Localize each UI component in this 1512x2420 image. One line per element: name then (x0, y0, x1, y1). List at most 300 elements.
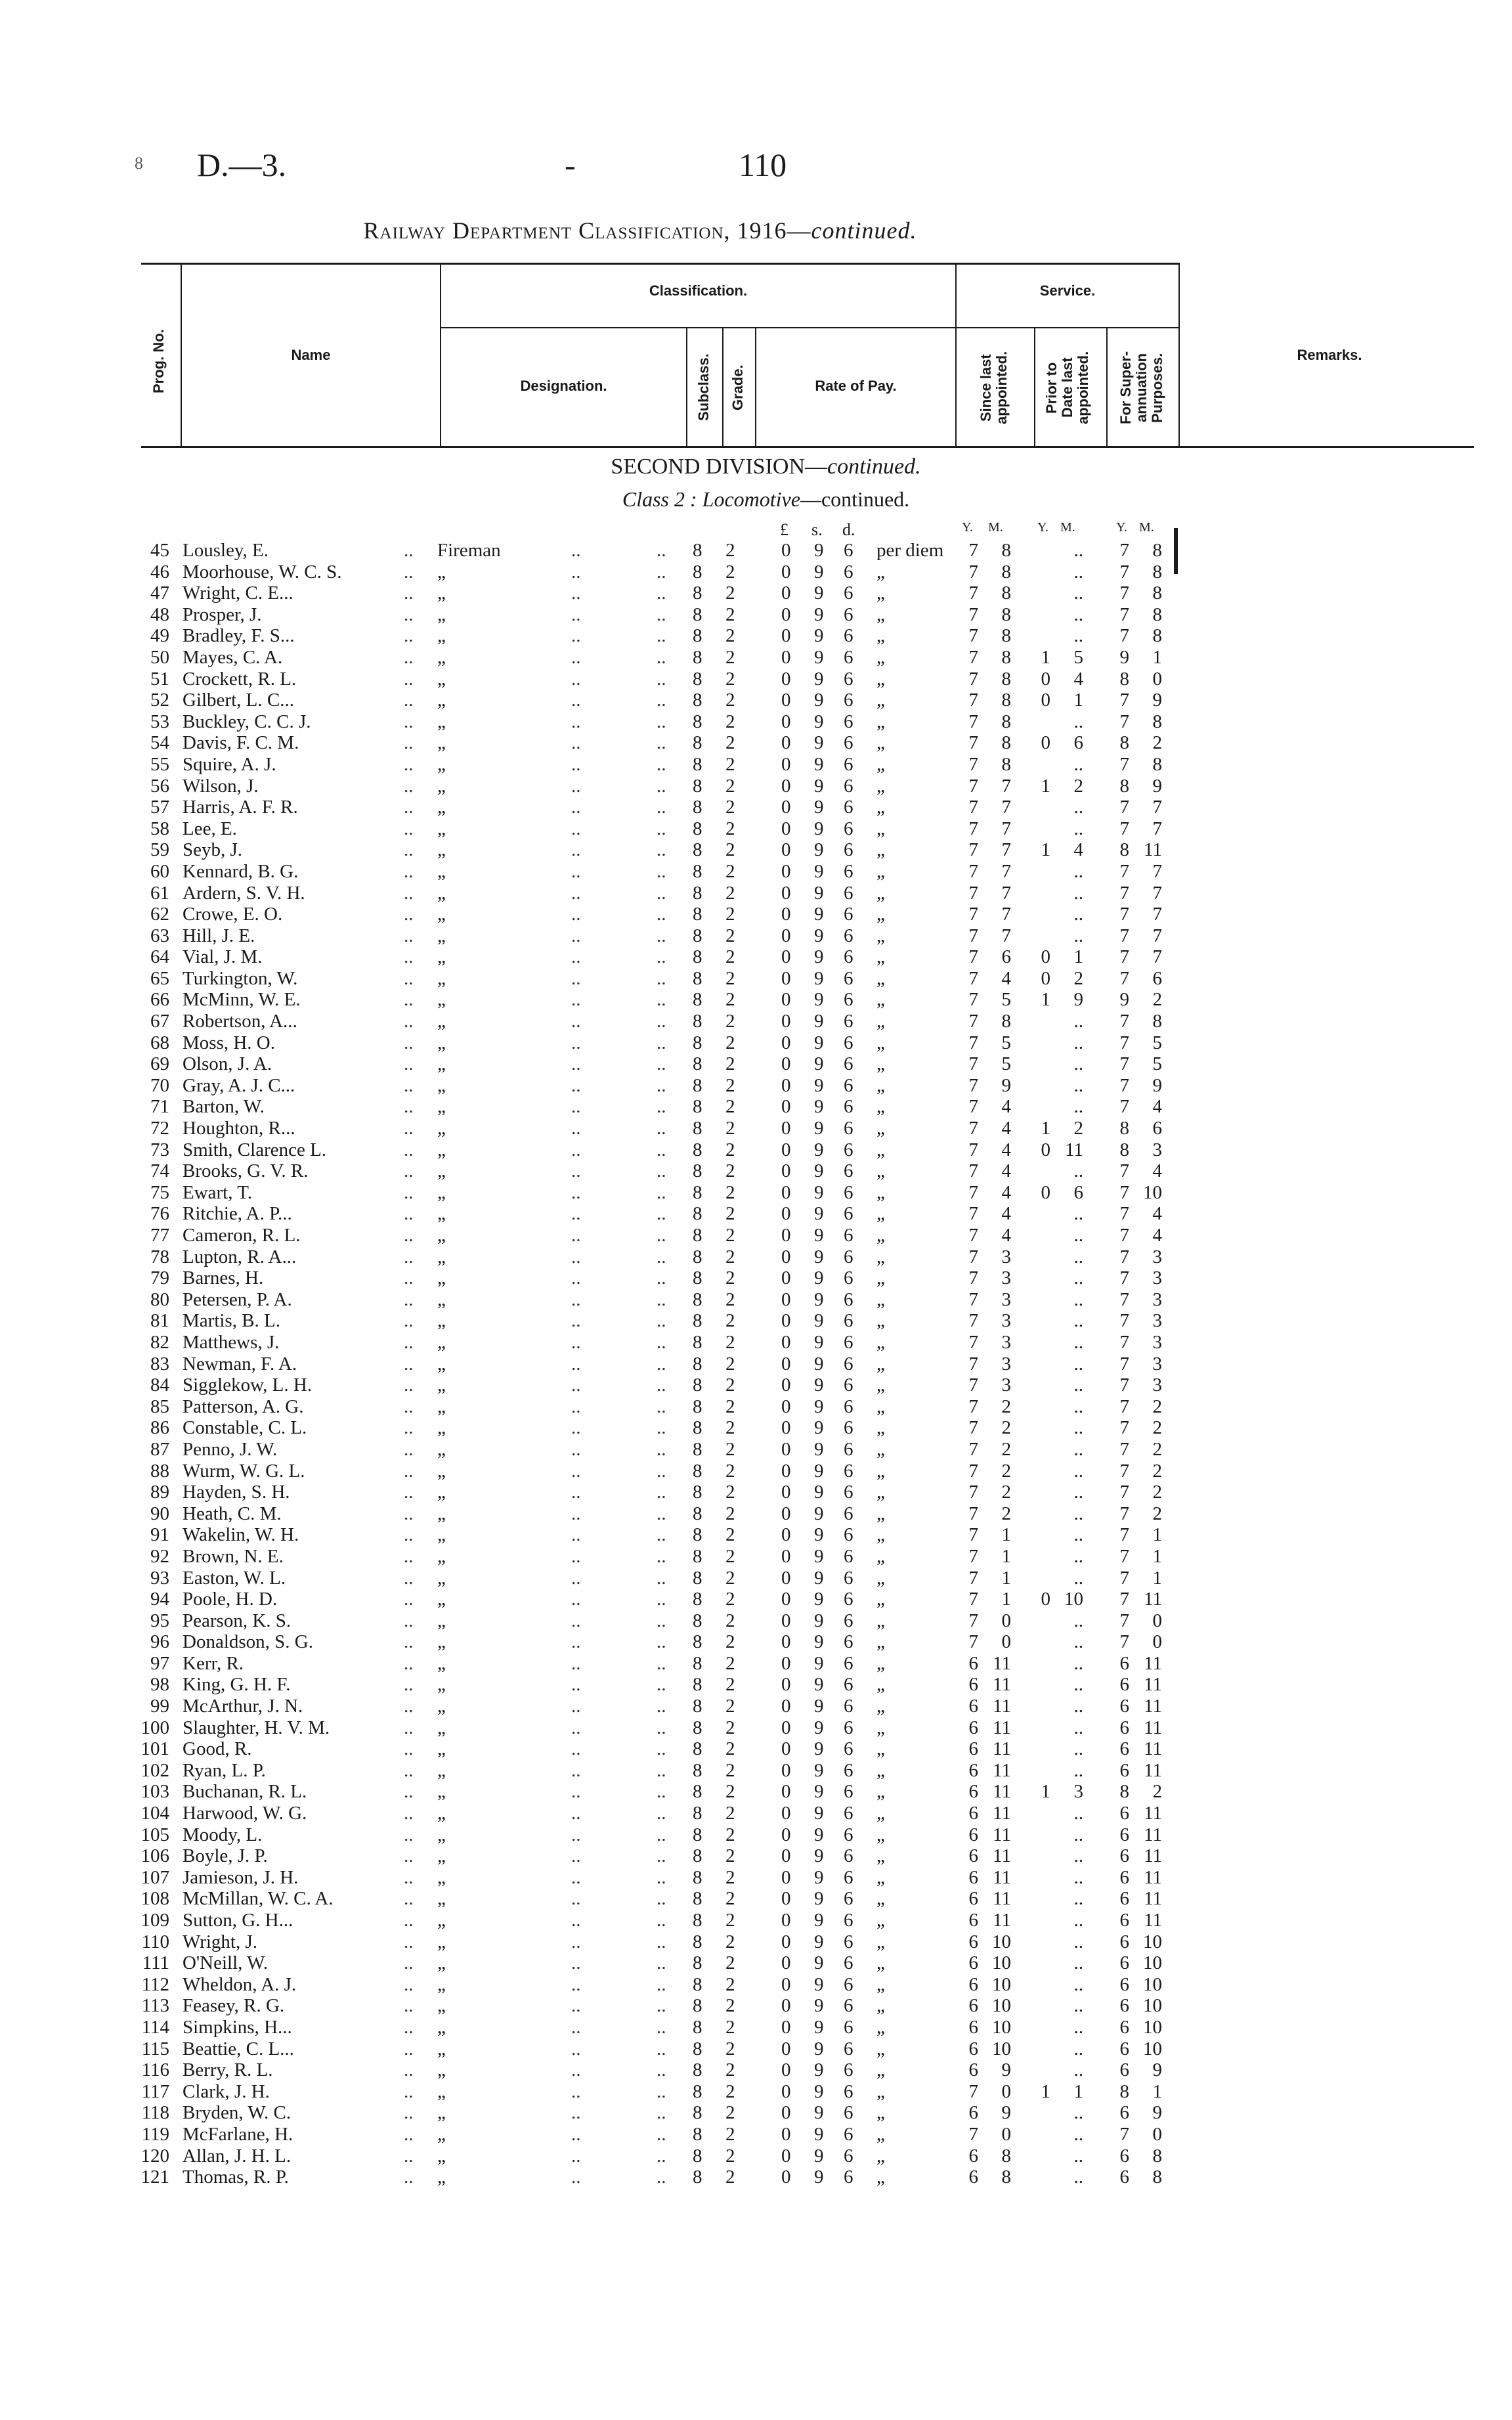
leader-dots: .. (404, 1738, 414, 1760)
leader-dots: .. (571, 2102, 581, 2124)
super-months-cell: 11 (1144, 839, 1162, 861)
prior-months-cell: .. (1073, 1417, 1083, 1439)
table-row (0, 1610, 1512, 1632)
prior-months-cell: .. (1073, 1331, 1083, 1353)
prog-no-cell: 56 (150, 775, 169, 797)
pay-shillings-cell: 9 (814, 1096, 824, 1118)
pay-period-cell: „ (876, 1096, 885, 1118)
pay-pence-cell: 6 (844, 1589, 853, 1610)
super-months-cell: 2 (1152, 989, 1162, 1011)
prior-months-cell: .. (1073, 1096, 1083, 1118)
super-years-cell: 6 (1119, 1931, 1129, 1952)
prior-months-cell: 4 (1073, 839, 1083, 861)
header-prog-no: Prog. No. (150, 329, 167, 393)
pay-pence-cell: 6 (844, 946, 853, 968)
pay-period-cell: „ (876, 1652, 885, 1674)
designation-cell: „ (437, 1288, 446, 1310)
grade-cell: 2 (725, 1717, 735, 1738)
prior-months-cell: .. (1073, 1803, 1083, 1824)
subclass-cell: 8 (693, 925, 702, 946)
subclass-cell: 8 (693, 1011, 702, 1032)
prior-months-cell: .. (1073, 540, 1083, 561)
pay-pounds-cell: 0 (781, 2016, 791, 2038)
prior-months-cell: .. (1073, 625, 1083, 647)
super-years-cell: 7 (1119, 1545, 1129, 1567)
prog-no-cell: 68 (150, 1032, 169, 1053)
table-row (0, 1332, 1512, 1353)
pay-pence-cell: 6 (844, 2145, 853, 2167)
super-years-cell: 7 (1119, 711, 1129, 732)
prog-no-cell: 82 (150, 1331, 169, 1353)
super-years-cell: 7 (1119, 1375, 1129, 1396)
subclass-cell: 8 (693, 1139, 702, 1160)
subclass-cell: 8 (693, 1845, 702, 1867)
name-cell: Smith, Clarence L. (183, 1139, 327, 1160)
header-grade: Grade. (729, 364, 746, 410)
prog-no-cell: 114 (141, 2016, 169, 2038)
table-row (0, 1139, 1512, 1161)
leader-dots: .. (404, 2145, 414, 2167)
leader-dots: .. (657, 1631, 666, 1653)
leader-dots: .. (571, 1738, 581, 1760)
leader-dots: .. (404, 839, 414, 861)
grade-cell: 2 (725, 1759, 735, 1781)
pay-pence-cell: 6 (844, 860, 853, 882)
leader-dots: .. (657, 1032, 666, 1053)
pay-pence-cell: 6 (844, 1674, 853, 1696)
table-row (0, 2059, 1512, 2081)
leader-dots: .. (657, 1717, 666, 1738)
leader-dots: .. (404, 1246, 414, 1267)
pay-pence-cell: 6 (844, 1438, 853, 1460)
name-cell: Lee, E. (183, 818, 237, 839)
pay-shillings-cell: 9 (814, 860, 824, 882)
subclass-cell: 8 (693, 2059, 702, 2081)
super-months-cell: 10 (1143, 2038, 1162, 2059)
subclass-cell: 8 (693, 1803, 702, 1824)
leader-dots: .. (571, 839, 581, 861)
leader-dots: .. (571, 1631, 581, 1653)
pay-shillings-cell: 9 (814, 989, 824, 1011)
super-months-cell: 0 (1152, 2123, 1162, 2145)
unit-super-months: M. (1139, 520, 1154, 535)
leader-dots: .. (404, 1910, 414, 1931)
pay-pence-cell: 6 (844, 1759, 853, 1781)
name-cell: Wright, C. E... (183, 583, 293, 604)
name-cell: Prosper, J. (183, 604, 262, 625)
designation-cell: „ (437, 839, 446, 861)
subclass-cell: 8 (693, 1738, 702, 1760)
subclass-cell: 8 (693, 625, 702, 647)
leader-dots: .. (404, 753, 414, 775)
prog-no-cell: 71 (150, 1096, 169, 1118)
leader-dots: .. (404, 860, 414, 882)
designation-cell: „ (437, 2102, 446, 2124)
prog-no-cell: 76 (150, 1203, 169, 1225)
leader-dots: .. (571, 967, 581, 989)
leader-dots: .. (404, 1652, 414, 1674)
prior-months-cell: 1 (1073, 946, 1083, 968)
table-row (0, 2167, 1512, 2188)
prog-no-cell: 95 (150, 1610, 169, 1631)
unit-pounds: £ (780, 520, 788, 539)
grade-cell: 2 (725, 1995, 735, 2017)
pay-pence-cell: 6 (844, 646, 853, 668)
designation-cell: „ (437, 668, 446, 690)
grade-cell: 2 (725, 732, 735, 754)
leader-dots: .. (657, 1674, 666, 1696)
designation-cell: „ (437, 860, 446, 882)
subclass-cell: 8 (693, 690, 702, 711)
pay-pence-cell: 6 (844, 1267, 853, 1289)
pay-shillings-cell: 9 (814, 1717, 824, 1738)
subclass-cell: 8 (693, 1353, 702, 1375)
header-remarks: Remarks. (1297, 347, 1362, 363)
grade-cell: 2 (725, 925, 735, 946)
unit-shillings: s. (811, 520, 823, 539)
super-months-cell: 9 (1152, 690, 1162, 711)
pay-period-cell: „ (876, 1824, 885, 1845)
pay-pounds-cell: 0 (781, 1353, 791, 1375)
subclass-cell: 8 (693, 1781, 702, 1803)
pay-pounds-cell: 0 (781, 1074, 791, 1096)
since-months-cell: 11 (993, 1759, 1011, 1781)
pay-pounds-cell: 0 (781, 1438, 791, 1460)
leader-dots: .. (404, 2059, 414, 2081)
table-row (0, 1888, 1512, 1910)
leader-dots: .. (571, 1375, 581, 1396)
prog-no-cell: 48 (150, 604, 169, 625)
leader-dots: .. (657, 904, 666, 925)
pay-pounds-cell: 0 (781, 1181, 791, 1203)
prior-months-cell: .. (1073, 1866, 1083, 1888)
prior-months-cell: .. (1073, 1973, 1083, 1995)
pay-shillings-cell: 9 (814, 2145, 824, 2167)
prog-no-cell: 84 (150, 1375, 169, 1396)
since-years-cell: 7 (968, 860, 978, 882)
pay-period-cell: „ (876, 860, 885, 882)
leader-dots: .. (404, 1096, 414, 1118)
pay-pence-cell: 6 (844, 1995, 853, 2017)
prog-no-cell: 86 (150, 1417, 169, 1439)
prog-no-cell: 45 (150, 540, 169, 561)
pay-pence-cell: 6 (844, 1396, 853, 1417)
leader-dots: .. (571, 925, 581, 946)
super-months-cell: 7 (1152, 882, 1162, 904)
prog-no-cell: 109 (140, 1910, 169, 1931)
grade-cell: 2 (725, 2102, 735, 2124)
leader-dots: .. (404, 2080, 414, 2102)
since-years-cell: 6 (968, 1866, 978, 1888)
pay-period-cell: „ (876, 1931, 885, 1952)
since-months-cell: 11 (993, 1910, 1011, 1931)
pay-pounds-cell: 0 (781, 839, 791, 861)
prior-months-cell: .. (1073, 1674, 1083, 1696)
since-years-cell: 7 (968, 1396, 978, 1417)
since-months-cell: 10 (992, 2038, 1011, 2059)
pay-pence-cell: 6 (844, 1952, 853, 1974)
division-continued: continued. (827, 454, 921, 479)
table-row (0, 1118, 1512, 1139)
since-years-cell: 6 (968, 2016, 978, 2038)
prior-months-cell: .. (1073, 2123, 1083, 2145)
subclass-cell: 8 (693, 775, 702, 797)
grade-cell: 2 (725, 1246, 735, 1267)
super-years-cell: 7 (1119, 561, 1129, 583)
prog-no-cell: 62 (150, 904, 169, 925)
grade-cell: 2 (725, 1781, 735, 1803)
leader-dots: .. (404, 1674, 414, 1696)
pay-pounds-cell: 0 (781, 797, 791, 818)
designation-cell: „ (437, 604, 446, 625)
leader-dots: .. (404, 967, 414, 989)
designation-cell: „ (437, 2167, 446, 2188)
leader-dots: .. (404, 2016, 414, 2038)
subclass-cell: 8 (693, 1203, 702, 1225)
pay-pounds-cell: 0 (781, 1759, 791, 1781)
subclass-cell: 8 (693, 797, 702, 818)
designation-cell: „ (437, 1696, 446, 1717)
leader-dots: .. (657, 732, 666, 754)
prior-months-cell: 3 (1073, 1781, 1083, 1803)
table-row (0, 1631, 1512, 1653)
title-main: Railway Department Classification (363, 217, 724, 244)
pay-period-cell: „ (876, 625, 885, 647)
super-months-cell: 11 (1144, 1674, 1162, 1696)
prior-months-cell: .. (1073, 1995, 1083, 2017)
pay-shillings-cell: 9 (814, 1460, 824, 1482)
pay-pounds-cell: 0 (781, 1845, 791, 1867)
prog-no-cell: 75 (150, 1181, 169, 1203)
leader-dots: .. (657, 1331, 666, 1353)
since-months-cell: 11 (993, 1824, 1011, 1845)
since-months-cell: 5 (1001, 1053, 1011, 1075)
designation-cell: „ (437, 1973, 446, 1995)
leader-dots: .. (571, 1567, 581, 1589)
grade-cell: 2 (725, 1888, 735, 1910)
pay-shillings-cell: 9 (814, 1973, 824, 1995)
grade-cell: 2 (725, 1053, 735, 1075)
pay-pence-cell: 6 (844, 1011, 853, 1032)
super-months-cell: 1 (1152, 1524, 1162, 1546)
leader-dots: .. (571, 2016, 581, 2038)
leader-dots: .. (571, 1717, 581, 1738)
leader-dots: .. (657, 2080, 666, 2102)
super-years-cell: 7 (1119, 604, 1129, 625)
name-cell: Poole, H. D. (183, 1589, 278, 1610)
subclass-cell: 8 (693, 753, 702, 775)
super-years-cell: 7 (1119, 818, 1129, 839)
name-cell: Robertson, A... (183, 1011, 297, 1032)
grade-cell: 2 (725, 1375, 735, 1396)
super-years-cell: 7 (1119, 1482, 1129, 1503)
since-months-cell: 3 (1001, 1375, 1011, 1396)
super-months-cell: 1 (1152, 1567, 1162, 1589)
pay-shillings-cell: 9 (814, 1610, 824, 1631)
prior-years-cell: 1 (1041, 839, 1050, 861)
pay-pounds-cell: 0 (781, 1460, 791, 1482)
super-months-cell: 7 (1152, 925, 1162, 946)
leader-dots: .. (404, 1267, 414, 1289)
since-months-cell: 11 (993, 1866, 1011, 1888)
designation-cell: „ (437, 1032, 446, 1053)
super-years-cell: 7 (1119, 860, 1129, 882)
name-cell: Kerr, R. (183, 1652, 244, 1674)
pay-pounds-cell: 0 (781, 1396, 791, 1417)
pay-pounds-cell: 0 (781, 1674, 791, 1696)
leader-dots: .. (657, 711, 666, 732)
leader-dots: .. (657, 1995, 666, 2017)
leader-dots: .. (657, 2059, 666, 2081)
leader-dots: .. (404, 1032, 414, 1053)
pay-shillings-cell: 9 (814, 711, 824, 732)
pay-shillings-cell: 9 (814, 1331, 824, 1353)
leader-dots: .. (657, 1181, 666, 1203)
subclass-cell: 8 (693, 1952, 702, 1974)
subclass-cell: 8 (693, 1331, 702, 1353)
designation-cell: „ (437, 2145, 446, 2167)
prog-no-cell: 85 (150, 1396, 169, 1417)
leader-dots: .. (404, 1696, 414, 1717)
header-dash: - (565, 146, 576, 183)
leader-dots: .. (657, 1610, 666, 1631)
prior-years-cell: 1 (1041, 2080, 1050, 2102)
prior-months-cell: 1 (1073, 690, 1083, 711)
pay-shillings-cell: 9 (814, 1288, 824, 1310)
since-months-cell: 9 (1001, 2102, 1011, 2124)
designation-cell: „ (437, 2123, 446, 2145)
prog-no-cell: 65 (150, 967, 169, 989)
prog-no-cell: 49 (150, 625, 169, 647)
since-months-cell: 10 (992, 1973, 1011, 1995)
subclass-cell: 8 (693, 946, 702, 968)
subclass-cell: 8 (693, 1396, 702, 1417)
super-months-cell: 10 (1143, 1952, 1162, 1974)
pay-pounds-cell: 0 (781, 925, 791, 946)
pay-pounds-cell: 0 (781, 2038, 791, 2059)
pay-shillings-cell: 9 (814, 1674, 824, 1696)
since-months-cell: 8 (1001, 1011, 1011, 1032)
leader-dots: .. (404, 1438, 414, 1460)
super-years-cell: 6 (1119, 1738, 1129, 1760)
prior-months-cell: .. (1073, 753, 1083, 775)
name-cell: Squire, A. J. (183, 753, 276, 775)
prior-months-cell: .. (1073, 904, 1083, 925)
pay-pounds-cell: 0 (781, 1973, 791, 1995)
super-years-cell: 8 (1119, 1118, 1129, 1139)
leader-dots: .. (404, 1181, 414, 1203)
since-years-cell: 7 (968, 646, 978, 668)
prog-no-cell: 100 (140, 1717, 169, 1738)
leader-dots: .. (404, 904, 414, 925)
super-months-cell: 10 (1143, 1995, 1162, 2017)
table-row (0, 669, 1512, 690)
prog-no-cell: 106 (140, 1845, 169, 1867)
prior-months-cell: .. (1073, 1011, 1083, 1032)
leader-dots: .. (571, 1995, 581, 2017)
pay-shillings-cell: 9 (814, 1139, 824, 1160)
since-years-cell: 7 (968, 1589, 978, 1610)
since-months-cell: 7 (1001, 860, 1011, 882)
leader-dots: .. (571, 604, 581, 625)
super-years-cell: 7 (1119, 2123, 1129, 2145)
subclass-cell: 8 (693, 1888, 702, 1910)
pay-period-cell: „ (876, 775, 885, 797)
since-months-cell: 8 (1001, 753, 1011, 775)
subclass-cell: 8 (693, 1567, 702, 1589)
subclass-cell: 8 (693, 1438, 702, 1460)
super-years-cell: 7 (1119, 540, 1129, 561)
prior-months-cell: .. (1073, 1460, 1083, 1482)
leader-dots: .. (657, 797, 666, 818)
leader-dots: .. (571, 1310, 581, 1332)
leader-dots: .. (571, 1053, 581, 1075)
pay-pounds-cell: 0 (781, 882, 791, 904)
pay-pounds-cell: 0 (781, 1375, 791, 1396)
prior-months-cell: .. (1073, 1267, 1083, 1289)
grade-cell: 2 (725, 1482, 735, 1503)
super-years-cell: 6 (1119, 2167, 1129, 2188)
designation-cell: „ (437, 1888, 446, 1910)
subclass-cell: 8 (693, 1181, 702, 1203)
prior-months-cell: .. (1073, 1203, 1083, 1225)
table-row (0, 1182, 1512, 1204)
prior-months-cell: .. (1073, 860, 1083, 882)
leader-dots: .. (571, 1674, 581, 1696)
designation-cell: „ (437, 1396, 446, 1417)
prior-years-cell: 0 (1041, 967, 1050, 989)
super-months-cell: 7 (1152, 860, 1162, 882)
pay-period-cell: „ (876, 583, 885, 604)
grade-cell: 2 (725, 668, 735, 690)
prior-months-cell: .. (1073, 1396, 1083, 1417)
grade-cell: 2 (725, 989, 735, 1011)
pay-shillings-cell: 9 (814, 1803, 824, 1824)
grade-cell: 2 (725, 1824, 735, 1845)
leader-dots: .. (657, 1931, 666, 1952)
designation-cell: „ (437, 1246, 446, 1267)
designation-cell: „ (437, 690, 446, 711)
leader-dots: .. (404, 561, 414, 583)
super-months-cell: 2 (1152, 1438, 1162, 1460)
table-row (0, 883, 1512, 904)
super-months-cell: 4 (1152, 1203, 1162, 1225)
pay-pounds-cell: 0 (781, 711, 791, 732)
grade-cell: 2 (725, 904, 735, 925)
pay-pence-cell: 6 (844, 668, 853, 690)
header-subclass: Subclass. (695, 353, 712, 422)
pay-pounds-cell: 0 (781, 1824, 791, 1845)
pay-pounds-cell: 0 (781, 732, 791, 754)
table-row (0, 540, 1512, 561)
prog-no-cell: 51 (150, 668, 169, 690)
pay-pence-cell: 6 (844, 2123, 853, 2145)
since-years-cell: 7 (968, 1375, 978, 1396)
prog-no-cell: 112 (141, 1973, 169, 1995)
since-months-cell: 2 (1001, 1438, 1011, 1460)
pay-pence-cell: 6 (844, 1246, 853, 1267)
pay-pence-cell: 6 (844, 1738, 853, 1760)
pay-pounds-cell: 0 (781, 1866, 791, 1888)
super-years-cell: 7 (1119, 753, 1129, 775)
leader-dots: .. (657, 1866, 666, 1888)
super-years-cell: 7 (1119, 1310, 1129, 1332)
since-months-cell: 10 (992, 1952, 1011, 1974)
since-months-cell: 0 (1001, 1610, 1011, 1631)
pay-shillings-cell: 9 (814, 1053, 824, 1075)
prog-no-cell: 105 (140, 1824, 169, 1845)
since-years-cell: 7 (968, 1267, 978, 1289)
